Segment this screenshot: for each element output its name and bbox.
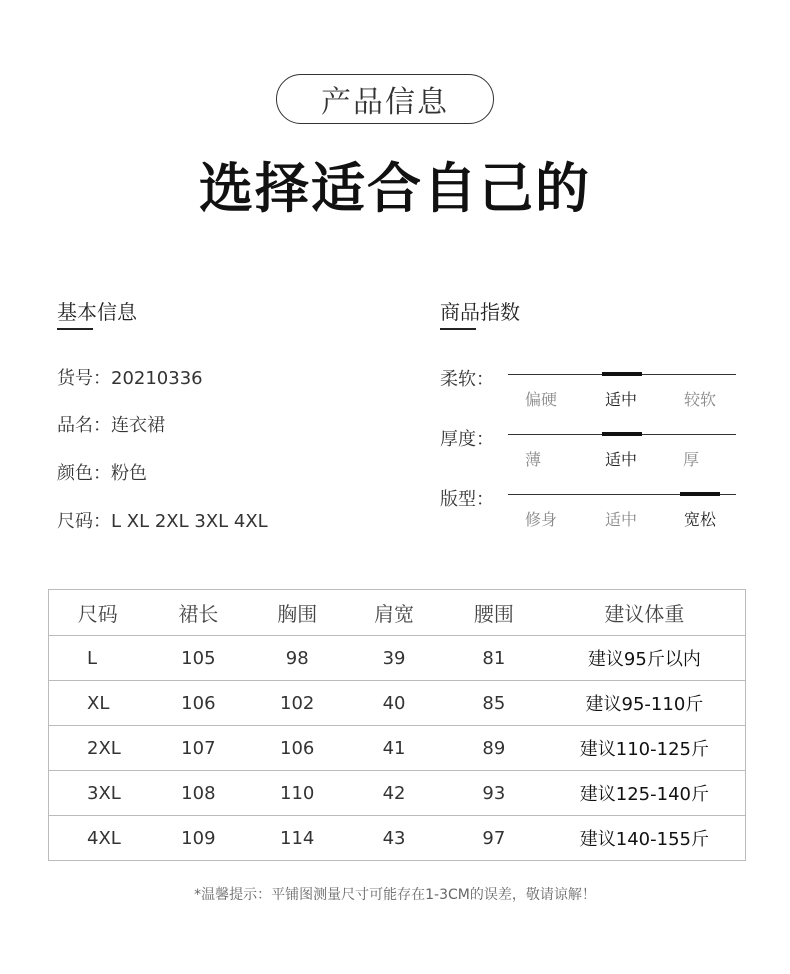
cell: 93 [444, 771, 544, 816]
index-marker-fit [680, 492, 720, 496]
info-row-sizes [57, 507, 268, 533]
index-label-softness: 柔软： [440, 369, 494, 390]
product-index-title: 商品指数 [440, 300, 520, 324]
info-label: 货号： [57, 368, 111, 389]
cell: 109 [146, 816, 250, 861]
basic-info-title: 基本信息 [57, 300, 137, 324]
cell: 106 [146, 681, 250, 726]
info-label: 尺码： [57, 511, 111, 532]
cell-size: 4XL [49, 816, 147, 861]
cell: 107 [146, 726, 250, 771]
section-pill-title [276, 74, 494, 124]
index-option-selected: 适中 [604, 450, 637, 469]
cell: 105 [146, 636, 250, 681]
cell-weight: 建议95-110斤 [544, 681, 746, 726]
size-table [48, 589, 746, 861]
pill-title-text: 产品信息 [321, 85, 449, 120]
cell: 102 [250, 681, 344, 726]
basic-info-underline [57, 328, 93, 330]
cell-weight: 建议140-155斤 [544, 816, 746, 861]
cell: 43 [344, 816, 444, 861]
info-label: 颜色： [57, 463, 111, 484]
cell-size: XL [49, 681, 147, 726]
header-size: 尺码 [49, 590, 147, 636]
cell: 85 [444, 681, 544, 726]
index-option: 较软 [683, 390, 716, 409]
cell: 39 [344, 636, 444, 681]
footnote: *温馨提示：平铺图测量尺寸可能存在1-3CM的误差，敬请谅解！ [194, 887, 596, 903]
index-marker-thickness [602, 432, 642, 436]
header-bust: 胸围 [250, 590, 344, 636]
table-header-row [49, 590, 746, 636]
index-option: 偏硬 [524, 390, 557, 409]
cell: 89 [444, 726, 544, 771]
cell: 97 [444, 816, 544, 861]
info-value: 20210336 [111, 368, 203, 389]
info-label: 品名： [57, 415, 111, 436]
info-row-name [57, 411, 165, 437]
info-row-sku [57, 364, 203, 390]
info-value: 粉色 [111, 463, 147, 484]
cell-size: L [49, 636, 147, 681]
table-row [49, 816, 746, 861]
cell: 106 [250, 726, 344, 771]
index-option-selected: 适中 [604, 390, 637, 409]
header-waist: 腰围 [444, 590, 544, 636]
table-row [49, 636, 746, 681]
cell: 114 [250, 816, 344, 861]
cell: 110 [250, 771, 344, 816]
page-headline: 选择适合自己的 [199, 157, 591, 220]
index-option: 修身 [524, 510, 557, 529]
info-row-color [57, 459, 147, 485]
product-index-underline [440, 328, 476, 330]
info-value: L XL 2XL 3XL 4XL [111, 511, 268, 532]
cell-weight: 建议95斤以内 [544, 636, 746, 681]
header-length: 裙长 [146, 590, 250, 636]
cell: 42 [344, 771, 444, 816]
cell: 98 [250, 636, 344, 681]
header-shoulder: 肩宽 [344, 590, 444, 636]
cell: 41 [344, 726, 444, 771]
index-label-fit: 版型： [440, 489, 494, 510]
index-option: 薄 [524, 450, 541, 469]
cell-weight: 建议125-140斤 [544, 771, 746, 816]
index-option: 适中 [604, 510, 637, 529]
info-value: 连衣裙 [111, 415, 165, 436]
index-label-thickness: 厚度： [440, 429, 494, 450]
cell-size: 3XL [49, 771, 147, 816]
cell: 40 [344, 681, 444, 726]
header-weight: 建议体重 [544, 590, 746, 636]
table-row [49, 681, 746, 726]
table-row [49, 771, 746, 816]
cell: 81 [444, 636, 544, 681]
table-row [49, 726, 746, 771]
cell-size: 2XL [49, 726, 147, 771]
index-option-selected: 宽松 [683, 510, 716, 529]
index-marker-softness [602, 372, 642, 376]
index-option: 厚 [682, 450, 699, 469]
cell: 108 [146, 771, 250, 816]
cell-weight: 建议110-125斤 [544, 726, 746, 771]
